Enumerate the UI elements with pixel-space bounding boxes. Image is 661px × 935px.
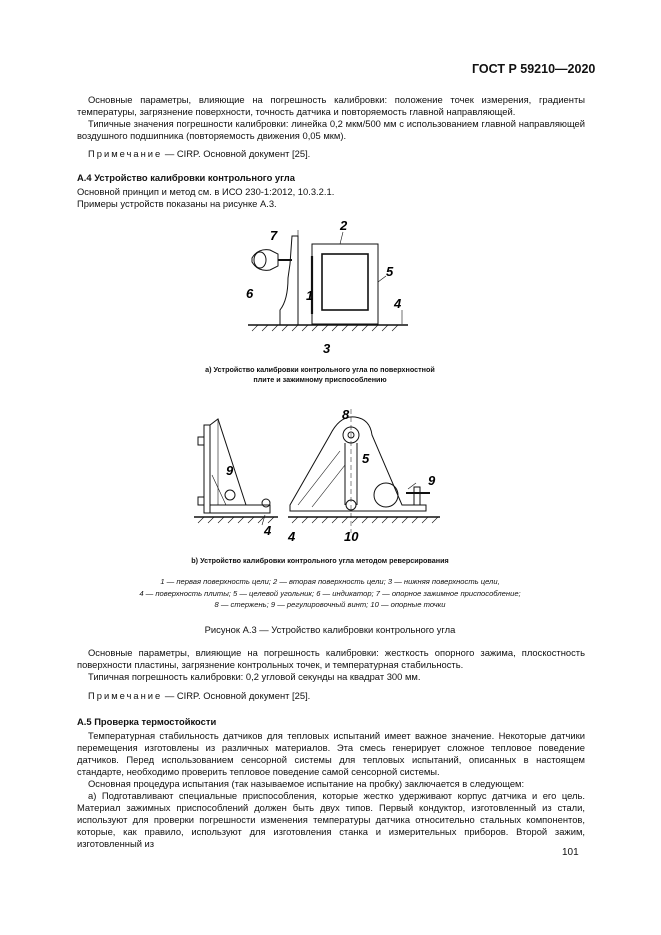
label-1: 1 xyxy=(306,288,314,303)
note-text: — CIRP. Основной документ [25]. xyxy=(162,690,311,701)
note-label: Примечание xyxy=(88,690,163,701)
section-a5-paragraph-3: а) Подготавливают специальные приспособления, которые жестко удерживают корпус датчика и его цель. Материал зажимных приспособлений должен быть двух типов. Первый кондуктор, изготовленный из стали, используют для проверки погрешности изменения температуры датчика относительно стальных компонентов, которые, как правило, используют для изготовления станка и измерительных приборов. Второй зажим, изготовленный из xyxy=(77,790,585,849)
label-4: 4 xyxy=(394,296,402,311)
label-4-right: 4 xyxy=(288,529,296,544)
after-figure-paragraph-2: Типичная погрешность калибровки: 0,2 угловой секунды на квадрат 300 мм. xyxy=(88,671,421,682)
legend-line-1: 1 — первая поверхность цели; 2 — вторая поверхность цели; 3 — нижняя поверхность цели, xyxy=(160,577,500,586)
document-code: ГОСТ Р 59210—2020 xyxy=(472,62,596,76)
figure-a-drawing xyxy=(230,218,430,358)
after-figure-paragraph-1: Основные параметры, влияющие на погрешность калибровки: жесткость опорного зажима, плоскостность поверхности пластины, загрязнение контрольных точек, и температурная стабильность. xyxy=(77,647,585,670)
label-6: 6 xyxy=(246,286,254,301)
label-5: 5 xyxy=(386,264,394,279)
legend-line-3: 8 — стержень; 9 — регулировочный винт; 10 — опорные точки xyxy=(214,600,446,609)
label-4-left: 4 xyxy=(264,523,272,538)
label-2: 2 xyxy=(340,218,348,233)
section-a5-paragraph-2: Основная процедура испытания (так называемое испытание на пробку) заключается в следующем: xyxy=(88,778,525,789)
intro-paragraph-1: Основные параметры, влияющие на погрешность калибровки: положение точек измерения, градиенты температуры, загрязнение поверхности, точность датчика и повторяемость главной направляющей. xyxy=(77,94,585,117)
label-9-left: 9 xyxy=(226,463,234,478)
note-label: Примечание xyxy=(88,148,163,159)
note-text: — CIRP. Основной документ [25]. xyxy=(162,148,311,159)
figure-a-caption-line-1: а) Устройство калибровки контрольного угла по поверхностной xyxy=(205,365,435,374)
section-a4-paragraph-2: Примеры устройств показаны на рисунке А.3. xyxy=(77,198,277,209)
legend-line-2: 4 — поверхность плиты; 5 — целевой угольник; 6 — индикатор; 7 — опорное зажимное приспособление; xyxy=(139,589,521,598)
section-a4-paragraph-1: Основной принцип и метод см. в ИСО 230-1:2012, 10.3.2.1. xyxy=(77,186,335,197)
figure-title: Рисунок А.3 — Устройство калибровки контрольного угла xyxy=(204,624,456,635)
label-7: 7 xyxy=(270,228,278,243)
figure-b-drawing xyxy=(190,405,450,545)
label-10: 10 xyxy=(344,529,359,544)
section-a5-paragraph-1: Температурная стабильность датчиков для тепловых испытаний имеет важное значение. Некоторые датчики перемещения изготовлены из различных материалов. Эта смесь генерирует сложное тепловое поведение датчиков. Перед использованием сенсорной системы для тепловых испытаний, описанных в настоящем стандарте, необходимо проверить тепловое поведение самой сенсорной системы. xyxy=(77,730,585,777)
intro-note xyxy=(77,148,585,160)
label-8: 8 xyxy=(342,407,350,422)
figure-a-caption-line-2: плите и зажимному приспособлению xyxy=(253,375,387,384)
intro-paragraph-2: Типичные значения погрешности калибровки: линейка 0,2 мкм/500 мм с использованием главной направляющей воздушного подшипника (повторяемость движения 0,05 мкм). xyxy=(77,118,585,141)
section-a5-heading: А.5 Проверка термостойкости xyxy=(77,716,217,727)
section-a4-heading: А.4 Устройство калибровки контрольного угла xyxy=(77,172,295,183)
after-figure-note xyxy=(77,690,585,702)
label-9-right: 9 xyxy=(428,473,436,488)
label-3: 3 xyxy=(323,341,331,356)
figure-b-caption: b) Устройство калибровки контрольного угла методом реверсирования xyxy=(191,556,449,565)
label-5b: 5 xyxy=(362,451,370,466)
page-number: 101 xyxy=(562,847,579,858)
